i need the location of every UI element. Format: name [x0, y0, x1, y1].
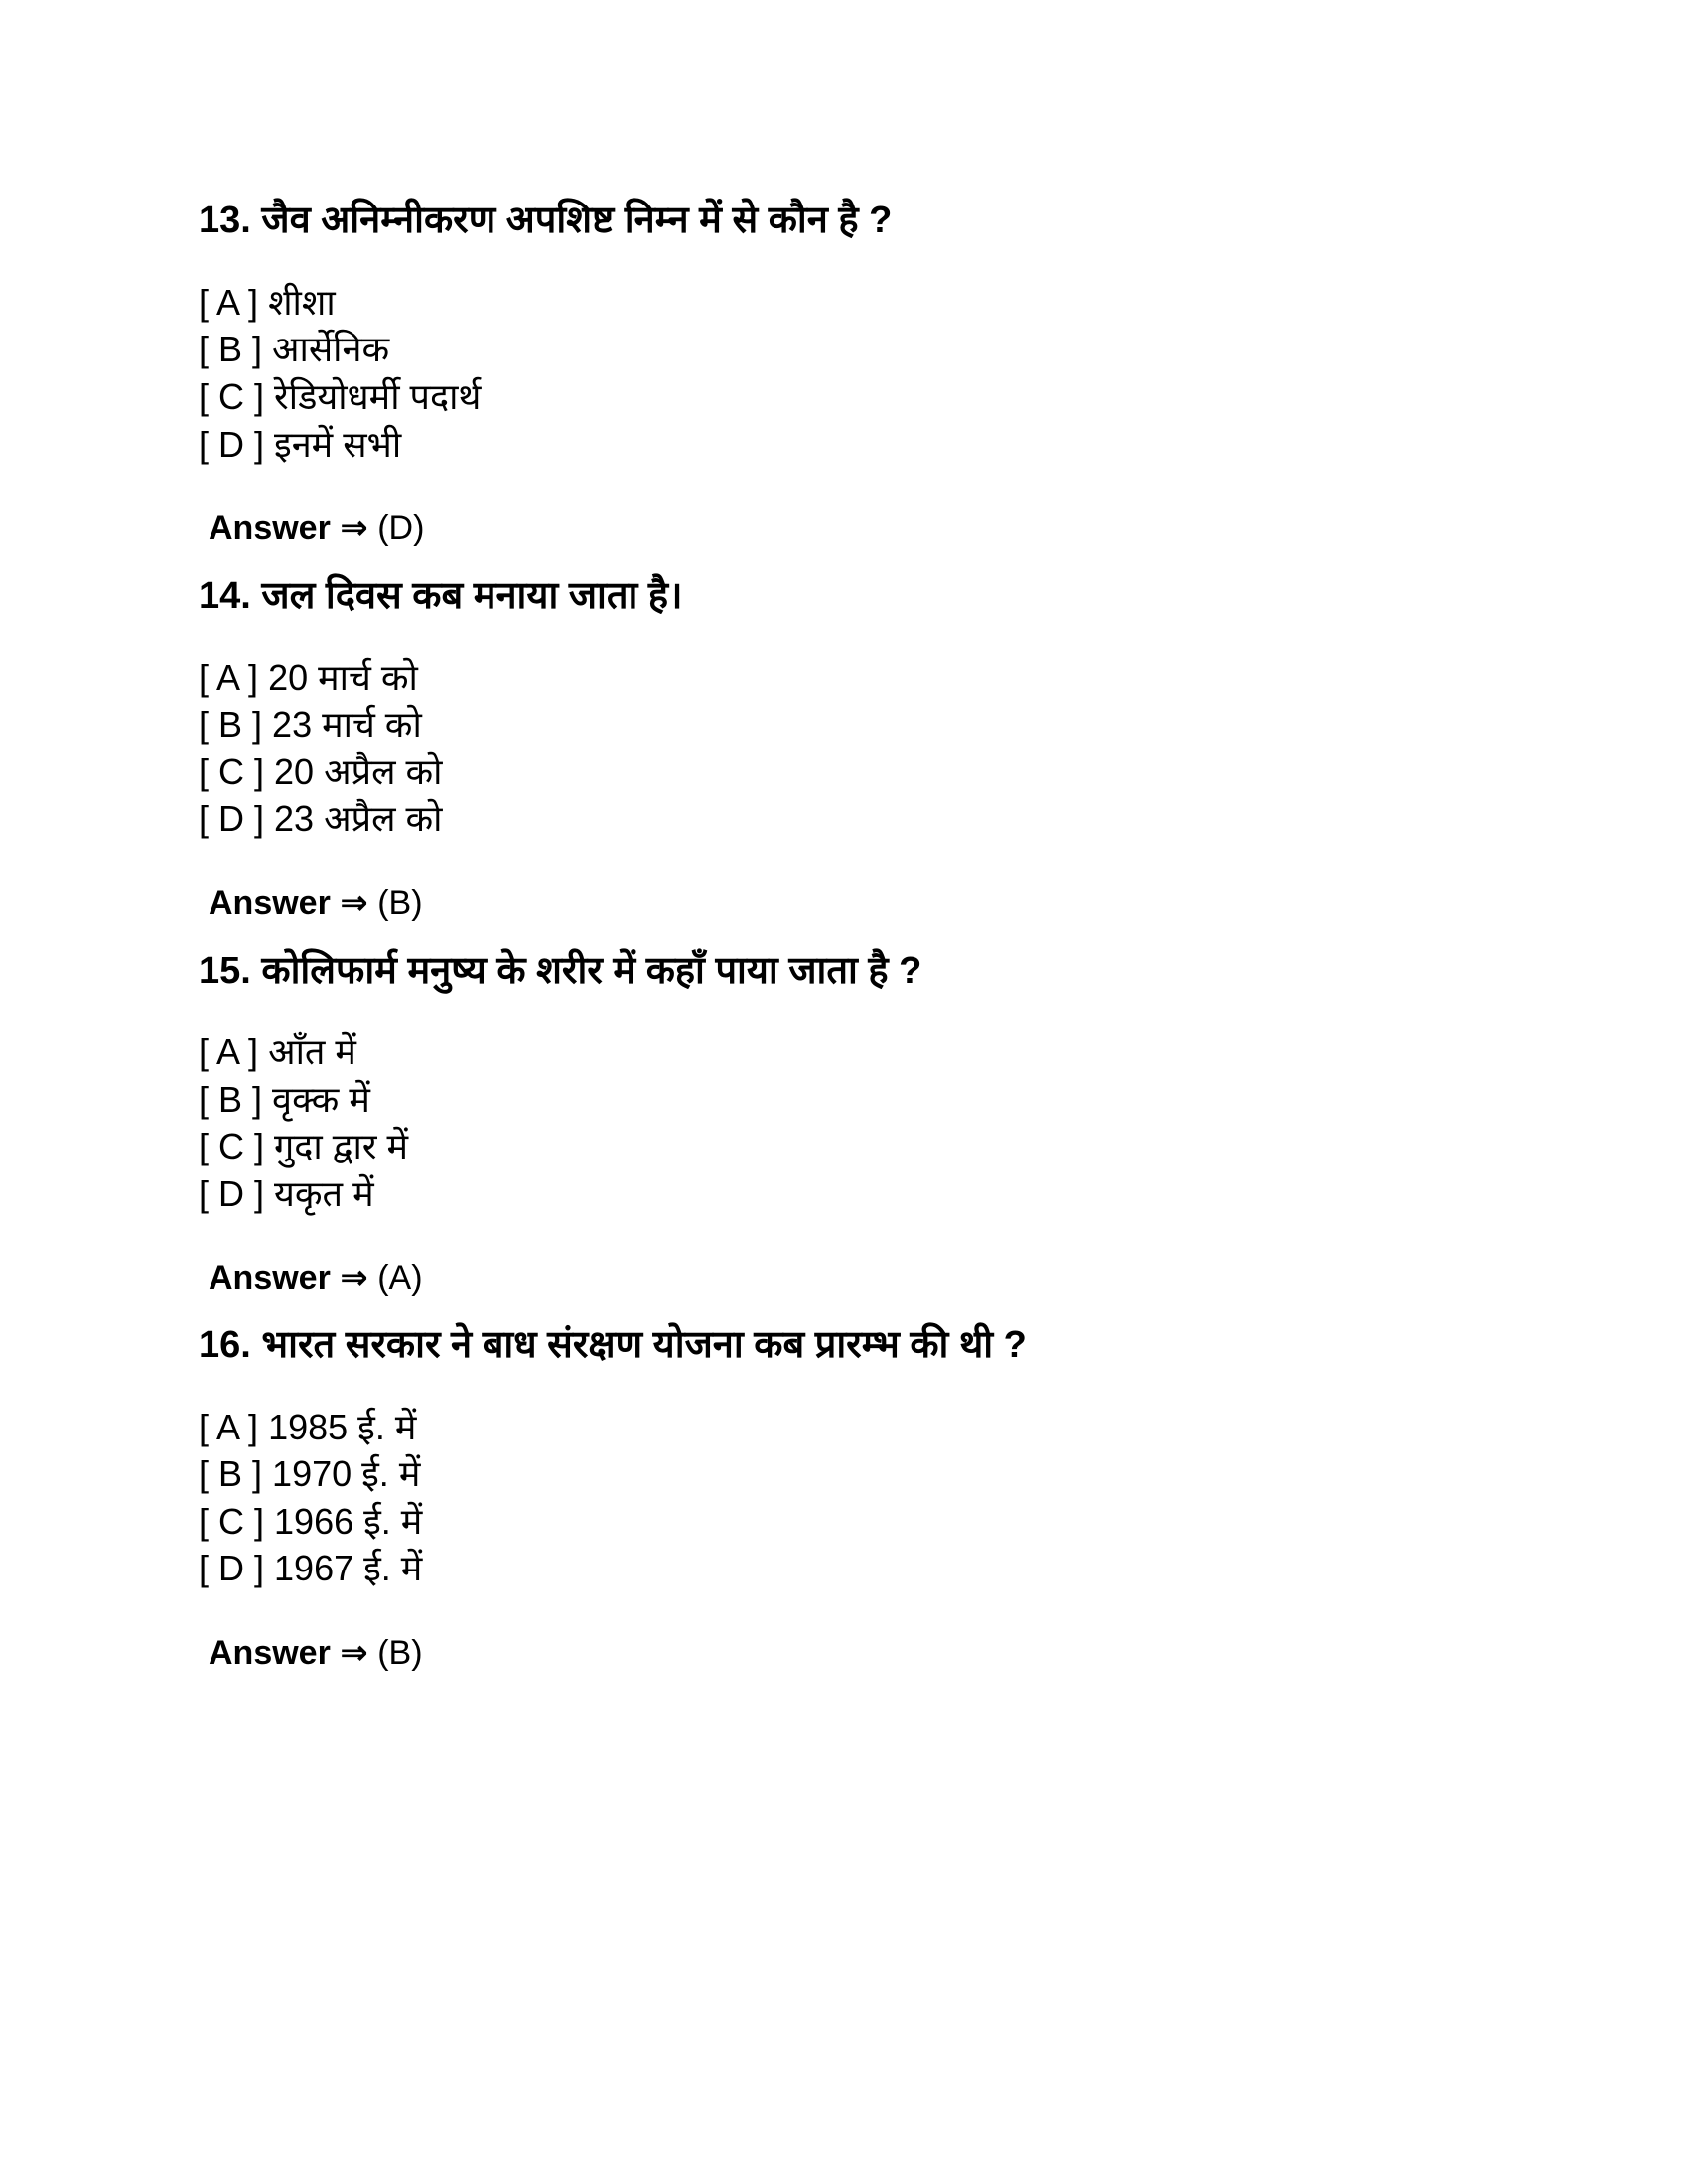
- option-c: [199, 374, 481, 420]
- question-number: 16.: [199, 1324, 251, 1366]
- option-label: [ D ]: [199, 424, 265, 465]
- implies-arrow-icon: ⇒: [340, 1634, 368, 1672]
- option-label: [ C ]: [199, 1126, 265, 1166]
- answer-label: Answer: [209, 509, 331, 547]
- answer-value: (D): [377, 509, 425, 547]
- option-label: [ A ]: [199, 282, 259, 323]
- option-text: आँत में: [268, 1031, 356, 1072]
- option-a: [199, 280, 336, 326]
- option-text: 1970 ई. में: [272, 1453, 421, 1494]
- question-title: [199, 572, 683, 619]
- answer-line: [209, 506, 424, 550]
- option-a: [199, 655, 418, 701]
- implies-arrow-icon: ⇒: [340, 1259, 368, 1297]
- option-label: [ C ]: [199, 751, 265, 792]
- answer-line: [209, 882, 423, 925]
- option-text: 1966 ई. में: [274, 1501, 423, 1542]
- option-text: 1967 ई. में: [274, 1548, 423, 1588]
- option-label: [ D ]: [199, 1173, 265, 1214]
- answer-line: [209, 1256, 423, 1299]
- option-d: [199, 422, 401, 468]
- option-label: [ D ]: [199, 798, 265, 839]
- option-b: [199, 1077, 370, 1123]
- option-c: [199, 750, 442, 795]
- option-c: [199, 1499, 422, 1545]
- option-d: [199, 1171, 374, 1217]
- option-text: गुदा द्वार में: [274, 1126, 409, 1166]
- implies-arrow-icon: ⇒: [340, 885, 368, 922]
- option-label: [ A ]: [199, 657, 259, 698]
- answer-value: (B): [377, 885, 423, 922]
- option-label: [ B ]: [199, 329, 263, 369]
- question-title: [199, 947, 921, 995]
- option-d: [199, 1546, 422, 1591]
- option-label: [ D ]: [199, 1548, 265, 1588]
- option-d: [199, 796, 442, 842]
- option-a: [199, 1029, 356, 1075]
- question-title: [199, 197, 892, 244]
- option-text: यकृत में: [274, 1173, 374, 1214]
- answer-value: (A): [377, 1259, 423, 1297]
- option-label: [ B ]: [199, 1079, 263, 1120]
- option-b: [199, 1451, 420, 1497]
- option-label: [ A ]: [199, 1407, 259, 1447]
- option-text: 20 अप्रैल को: [274, 751, 443, 792]
- option-label: [ B ]: [199, 1453, 263, 1494]
- option-a: [199, 1405, 416, 1450]
- option-text: रेडियोधर्मी पदार्थ: [274, 376, 482, 417]
- answer-label: Answer: [209, 885, 331, 922]
- question-number: 14.: [199, 575, 251, 616]
- answer-label: Answer: [209, 1634, 331, 1672]
- option-text: इनमें सभी: [274, 424, 402, 465]
- option-text: 23 मार्च को: [272, 704, 422, 745]
- answer-line: [209, 1631, 423, 1675]
- option-c: [199, 1124, 408, 1169]
- question-text: भारत सरकार ने बाध संरक्षण योजना कब प्रारम्भ की थी ?: [261, 1324, 1027, 1366]
- option-text: वृक्क में: [272, 1079, 370, 1120]
- option-text: 20 मार्च को: [268, 657, 418, 698]
- option-b: [199, 702, 422, 748]
- option-text: आर्सेनिक: [272, 329, 390, 369]
- answer-value: (B): [377, 1634, 423, 1672]
- question-title: [199, 1321, 1027, 1369]
- question-number: 15.: [199, 950, 251, 992]
- option-text: 23 अप्रैल को: [274, 798, 443, 839]
- option-text: 1985 ई. में: [268, 1407, 417, 1447]
- question-text: कोलिफार्म मनुष्य के शरीर में कहाँ पाया जाता है ?: [261, 950, 922, 992]
- option-label: [ B ]: [199, 704, 263, 745]
- option-text: शीशा: [268, 282, 336, 323]
- implies-arrow-icon: ⇒: [340, 509, 368, 547]
- option-label: [ C ]: [199, 1501, 265, 1542]
- question-text: जल दिवस कब मनाया जाता है।: [261, 575, 683, 616]
- option-label: [ C ]: [199, 376, 265, 417]
- question-text: जैव अनिम्नीकरण अपशिष्ट निम्न में से कौन है ?: [261, 200, 893, 241]
- option-b: [199, 327, 389, 372]
- option-label: [ A ]: [199, 1031, 259, 1072]
- answer-label: Answer: [209, 1259, 331, 1297]
- question-number: 13.: [199, 200, 251, 241]
